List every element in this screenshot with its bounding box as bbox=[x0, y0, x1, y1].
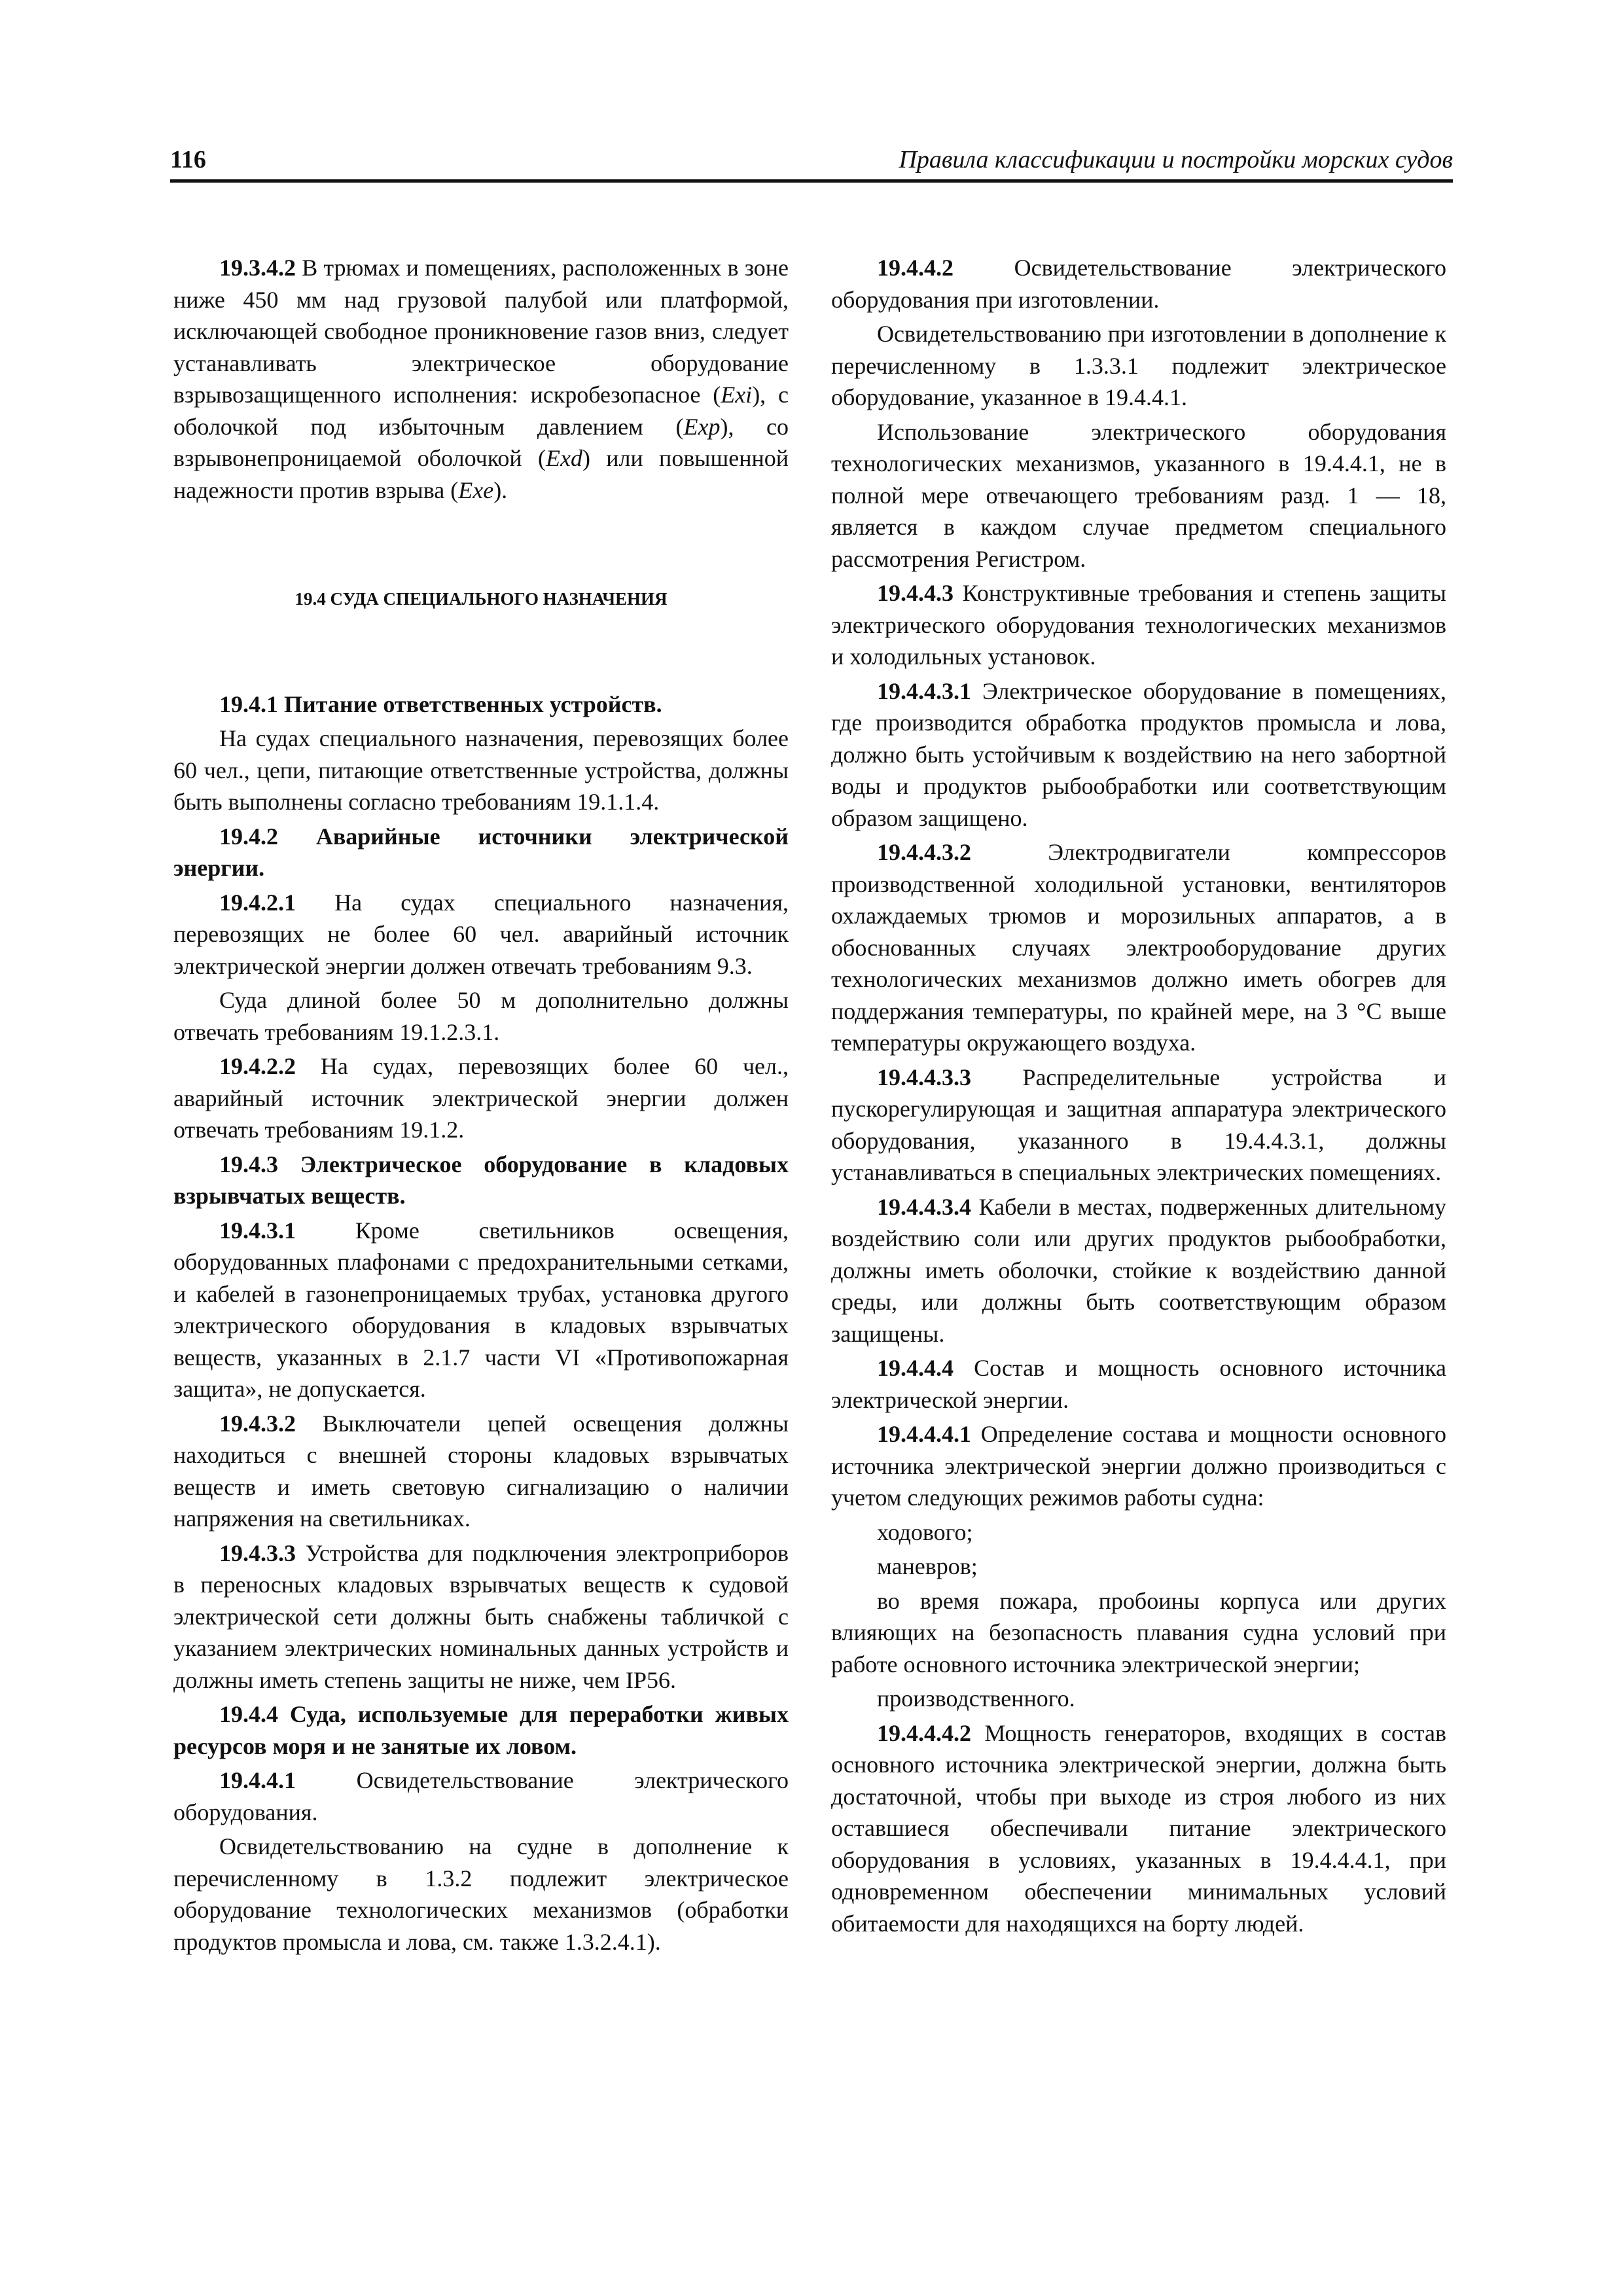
paragraph-text: Кабели в местах, подверженных длительному воздействию соли или других продуктов рыбообработки, должны иметь оболочки, стойкие к воздействию данной среды, или должны быть соответствующим образом защищены. bbox=[831, 1193, 1446, 1347]
paragraph-19-4-4-4 bbox=[831, 1352, 1446, 1416]
clause-number: 19.4.4.3.3 bbox=[877, 1064, 971, 1090]
section-heading: 19.4 СУДА СПЕЦИАЛЬНОГО НАЗНАЧЕНИЯ bbox=[294, 589, 668, 609]
paragraph-text: В трюмах и помещениях, расположенных в зоне ниже 450 мм над грузовой палубой или платформой, исключающей свободное проникновение газов вниз, следует устанавливать электрическое оборудование взрывозащищенного исполнения: искробезопасное ( bbox=[173, 255, 789, 408]
list-item: во время пожара, пробоины корпуса или других влияющих на безопасность плавания судна условий при работе основного источника электрической энергии; bbox=[831, 1587, 1446, 1677]
clause-number: 19.4.3.1 bbox=[219, 1217, 296, 1244]
left-column bbox=[173, 252, 789, 1958]
exd-term: Exd bbox=[545, 445, 582, 471]
paragraph-19-4-4-2 bbox=[831, 252, 1446, 315]
paragraph-19-3-4-2 bbox=[173, 252, 789, 506]
clause-title: Суда, используемые для переработки живых ресурсов моря и не занятые их ловом. bbox=[173, 1701, 789, 1759]
page-header bbox=[170, 144, 1453, 183]
paragraph-19-4-4-1 bbox=[173, 1765, 789, 1828]
paragraph-19-4-1 bbox=[173, 689, 789, 721]
paragraph-19-4-4-3-1 bbox=[831, 675, 1446, 834]
paragraph-19-4-3 bbox=[173, 1149, 789, 1212]
exp-term: Exp bbox=[683, 413, 721, 440]
running-title: Правила классификации и постройки морских судов bbox=[899, 146, 1453, 173]
paragraph-text: Конструктивные требования и степень защиты электрического оборудования технологических механизмов и холодильных установок. bbox=[831, 580, 1446, 670]
clause-title: Аварийные источники электрической энергии. bbox=[173, 823, 789, 881]
exi-term: Exi bbox=[721, 382, 753, 408]
clause-number: 19.4.4.4.2 bbox=[877, 1719, 971, 1746]
clause-number: 19.4.1 bbox=[219, 691, 278, 717]
paragraph-text: ) или повышенной надежности против взрыва ( bbox=[173, 445, 789, 503]
clause-number: 19.4.4.3.1 bbox=[877, 677, 971, 704]
paragraph-text: Освидетельствование электрического оборудования при изготовлении. bbox=[831, 255, 1446, 313]
paragraph-text: На судах специального назначения, перевозящих не более 60 чел. аварийный источник электрической энергии должен отвечать требованиям 9.3. bbox=[173, 889, 789, 979]
paragraph-19-4-3-3 bbox=[173, 1537, 789, 1696]
clause-title: Питание ответственных устройств. bbox=[278, 691, 662, 717]
clause-number: 19.4.2 bbox=[219, 823, 278, 850]
paragraph-19-4-3-1 bbox=[173, 1215, 789, 1405]
list-item: маневров; bbox=[877, 1553, 978, 1579]
paragraph-text: Выключатели цепей освещения должны находиться с внешней стороны кладовых взрывчатых веществ и иметь световую сигнализацию о наличии напряжения на светильниках. bbox=[173, 1410, 789, 1532]
paragraph-text: Использование электрического оборудования технологических механизмов, указанного в 19.4.4.1, не в полной мере отвечающего требованиям разд. 1 — 18, является в каждом случае предметом специального рассмотрения Регистром. bbox=[831, 418, 1446, 572]
right-column bbox=[831, 252, 1446, 1939]
clause-number: 19.4.4.3.4 bbox=[877, 1193, 971, 1220]
paragraph-19-4-4-4-2 bbox=[831, 1717, 1446, 1940]
paragraph-text: На судах, перевозящих более 60 чел., аварийный источник электрической энергии должен отвечать требованиям 19.1.2. bbox=[173, 1053, 789, 1143]
clause-number: 19.4.3.2 bbox=[219, 1410, 296, 1437]
paragraph-19-4-2 bbox=[173, 821, 789, 884]
list-item: ходового; bbox=[877, 1518, 973, 1545]
clause-number: 19.4.4.2 bbox=[877, 255, 954, 281]
paragraph-19-4-2-1 bbox=[173, 887, 789, 982]
clause-number: 19.4.3 bbox=[219, 1151, 278, 1177]
paragraph-19-4-4-3-2 bbox=[831, 836, 1446, 1059]
paragraph-text: Освидетельствование электрического оборудования. bbox=[173, 1767, 789, 1825]
paragraph-text: Электродвигатели компрессоров производственной холодильной установки, вентиляторов охлаждаемых трюмов и морозильных аппаратов, а в обоснованных случаях электрооборудование других технологических механизмов должно иметь обогрев для поддержания температуры, по крайней мере, на 3 °С выше температуры окружающего воздуха. bbox=[831, 839, 1446, 1056]
paragraph-19-4-2-2 bbox=[173, 1050, 789, 1146]
paragraph-text: Мощность генераторов, входящих в состав основного источника электрической энергии, должна быть достаточной, чтобы при выходе из строя любого из них оставшиеся обеспечивали питание электрического оборудования в условиях, указанных в 19.4.4.4.1, при одновременном обеспечении минимальных условий обитаемости для находящихся на борту людей. bbox=[831, 1719, 1446, 1937]
page-number: 116 bbox=[170, 146, 206, 173]
paragraph-text: ), со взрывонепроницаемой оболочкой ( bbox=[173, 413, 789, 471]
clause-number: 19.4.4.3 bbox=[877, 580, 954, 606]
paragraph-text: Определение состава и мощности основного источника электрической энергии должно производиться с учетом следующих режимов работы судна: bbox=[831, 1421, 1446, 1511]
paragraph-text: Освидетельствованию при изготовлении в дополнение к перечисленному в 1.3.3.1 подлежит электрическое оборудование, указанное в 19.4.4.1. bbox=[831, 321, 1446, 410]
paragraph-text: Состав и мощность основного источника электрической энергии. bbox=[831, 1355, 1446, 1413]
paragraph-19-4-4-3 bbox=[831, 577, 1446, 673]
clause-number: 19.4.4.3.2 bbox=[877, 839, 971, 865]
clause-number: 19.4.2.2 bbox=[219, 1053, 296, 1079]
list-item: производственного. bbox=[877, 1685, 1075, 1712]
clause-number: 19.4.4.1 bbox=[219, 1767, 296, 1793]
paragraph-text: ). bbox=[493, 476, 508, 503]
paragraph-19-4-4 bbox=[173, 1698, 789, 1762]
paragraph-19-4-4-3-4 bbox=[831, 1191, 1446, 1350]
clause-number: 19.4.4 bbox=[219, 1701, 278, 1727]
paragraph-text: Кроме светильников освещения, оборудованных плафонами с предохранительными сетками, и кабелей в газонепроницаемых трубах, установка другого электрического оборудования в кладовых взрывчатых веществ, указанных в 2.1.7 части VI «Противопожарная защита», не допускается. bbox=[173, 1217, 789, 1402]
clause-number: 19.4.2.1 bbox=[219, 889, 296, 916]
paragraph-text: На судах специального назначения, перевозящих более 60 чел., цепи, питающие ответственные устройства, должны быть выполнены согласно требованиям 19.1.1.4. bbox=[173, 725, 789, 815]
paragraph-text: Суда длиной более 50 м дополнительно должны отвечать требованиям 19.1.2.3.1. bbox=[173, 987, 789, 1045]
clause-number: 19.4.3.3 bbox=[219, 1539, 296, 1566]
clause-number: 19.3.4.2 bbox=[219, 255, 296, 281]
paragraph-text: Распределительные устройства и пускорегулирующая и защитная аппаратура электрического оборудования, указанного в 19.4.4.3.1, должны устанавливаться в специальных электрических помещениях. bbox=[831, 1064, 1446, 1185]
paragraph-text: ), с оболочкой под избыточным давлением ( bbox=[173, 382, 789, 440]
clause-number: 19.4.4.4.1 bbox=[877, 1421, 971, 1447]
clause-title: Электрическое оборудование в кладовых взрывчатых веществ. bbox=[173, 1151, 789, 1209]
clause-number: 19.4.4.4 bbox=[877, 1355, 954, 1381]
paragraph-19-4-4-4-1 bbox=[831, 1418, 1446, 1514]
paragraph-text: Электрическое оборудование в помещениях, где производится обработка продуктов промысла и лова, должно быть устойчивым к воздействию на него забортной воды и продуктов рыбообработки или соответствующим образом защищено. bbox=[831, 677, 1446, 831]
paragraph-text: Устройства для подключения электроприборов в переносных кладовых взрывчатых веществ к судовой электрической сети должны быть снабжены табличкой с указанием электрических номинальных данных устройств и должны иметь степень защиты не ниже, чем IP56. bbox=[173, 1539, 789, 1693]
paragraph-19-4-4-3-3 bbox=[831, 1062, 1446, 1189]
exe-term: Exe bbox=[458, 476, 494, 503]
paragraph-19-4-3-2 bbox=[173, 1408, 789, 1535]
paragraph-text: Освидетельствованию на судне в дополнение к перечисленному в 1.3.2 подлежит электрическое оборудование технологических механизмов (обработки продуктов промысла и лова, см. также 1.3.2.4.1). bbox=[173, 1833, 789, 1955]
